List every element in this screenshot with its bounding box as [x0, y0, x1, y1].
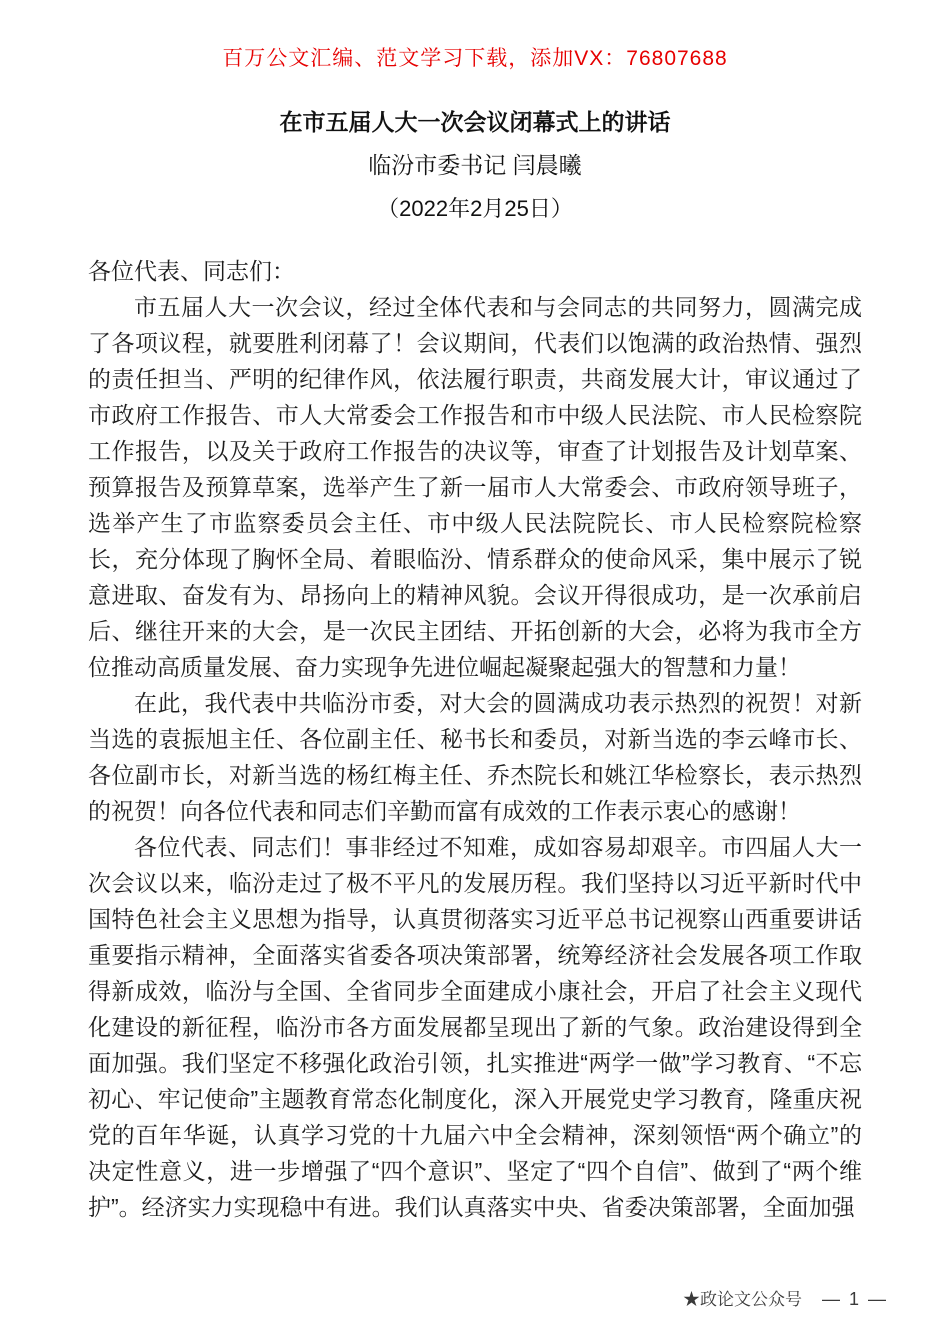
document-body	[0, 253, 950, 1225]
salutation-line: 各位代表、同志们：	[88, 258, 295, 284]
body-paragraph-3: 各位代表、同志们！事非经过不知难，成如容易却艰辛。市四届人大一次会议以来，临汾走过了极不平凡的发展历程。我们坚持以习近平新时代中国特色社会主义思想为指导，认真贯彻落实习近平总书记视察山西重要讲话重要指示精神，全面落实省委各项决策部署，统筹经济社会发展各项工作取得新成效，临汾与全国、全省同步全面建成小康社会，开启了社会主义现代化建设的新征程，临汾市各方面发展都呈现出了新的气象。政治建设得到全面加强。我们坚定不移强化政治引领，扎实推进“两学一做”学习教育、“不忘初心、牢记使命”主题教育常态化制度化，深入开展党史学习教育，隆重庆祝党的百年华诞，认真学习党的十九届六中全会精神，深刻领悟“两个确立”的决定性意义，进一步增强了“四个意识”、坚定了“四个自信”、做到了“两个维护”。经济实力实现稳中有进。我们认真落实中央、省委决策部署，全面加强	[88, 834, 862, 1220]
document-author-line: 临汾市委书记 闫晨曦	[368, 152, 582, 178]
promo-banner-text: 百万公文汇编、范文学习下载，添加VX：76807688	[222, 47, 728, 70]
body-paragraph-1: 市五届人大一次会议，经过全体代表和与会同志的共同努力，圆满完成了各项议程，就要胜利闭幕了！会议期间，代表们以饱满的政治热情、强烈的责任担当、严明的纪律作风，依法履行职责，共商发展大计，审议通过了市政府工作报告、市人大常委会工作报告和市中级人民法院、市人民检察院工作报告，以及关于政府工作报告的决议等，审查了计划报告及计划草案、预算报告及预算草案，选举产生了新一届市人大常委会、市政府领导班子，选举产生了市监察委员会主任、市中级人民法院院长、市人民检察院检察长，充分体现了胸怀全局、着眼临汾、情系群众的使命风采，集中展示了锐意进取、奋发有为、昂扬向上的精神风貌。会议开得很成功，是一次承前启后、继往开来的大会，是一次民主团结、开拓创新的大会，必将为我市全方位推动高质量发展、奋力实现争先进位崛起凝聚起强大的智慧和力量！	[88, 294, 862, 680]
document-title: 在市五届人大一次会议闭幕式上的讲话	[279, 109, 671, 135]
page-number: — 1 —	[821, 1289, 888, 1309]
page-footer	[683, 1285, 888, 1310]
body-paragraph-2: 在此，我代表中共临汾市委，对大会的圆满成功表示热烈的祝贺！对新当选的袁振旭主任、各位副主任、秘书长和委员，对新当选的李云峰市长、各位副市长，对新当选的杨红梅主任、乔杰院长和姚江华检察长，表示热烈的祝贺！向各位代表和同志们辛勤而富有成效的工作表示衷心的感谢！	[88, 690, 862, 824]
document-date: （2022年2月25日）	[377, 196, 573, 221]
footer-source-label: ★政论文公众号	[682, 1290, 802, 1309]
